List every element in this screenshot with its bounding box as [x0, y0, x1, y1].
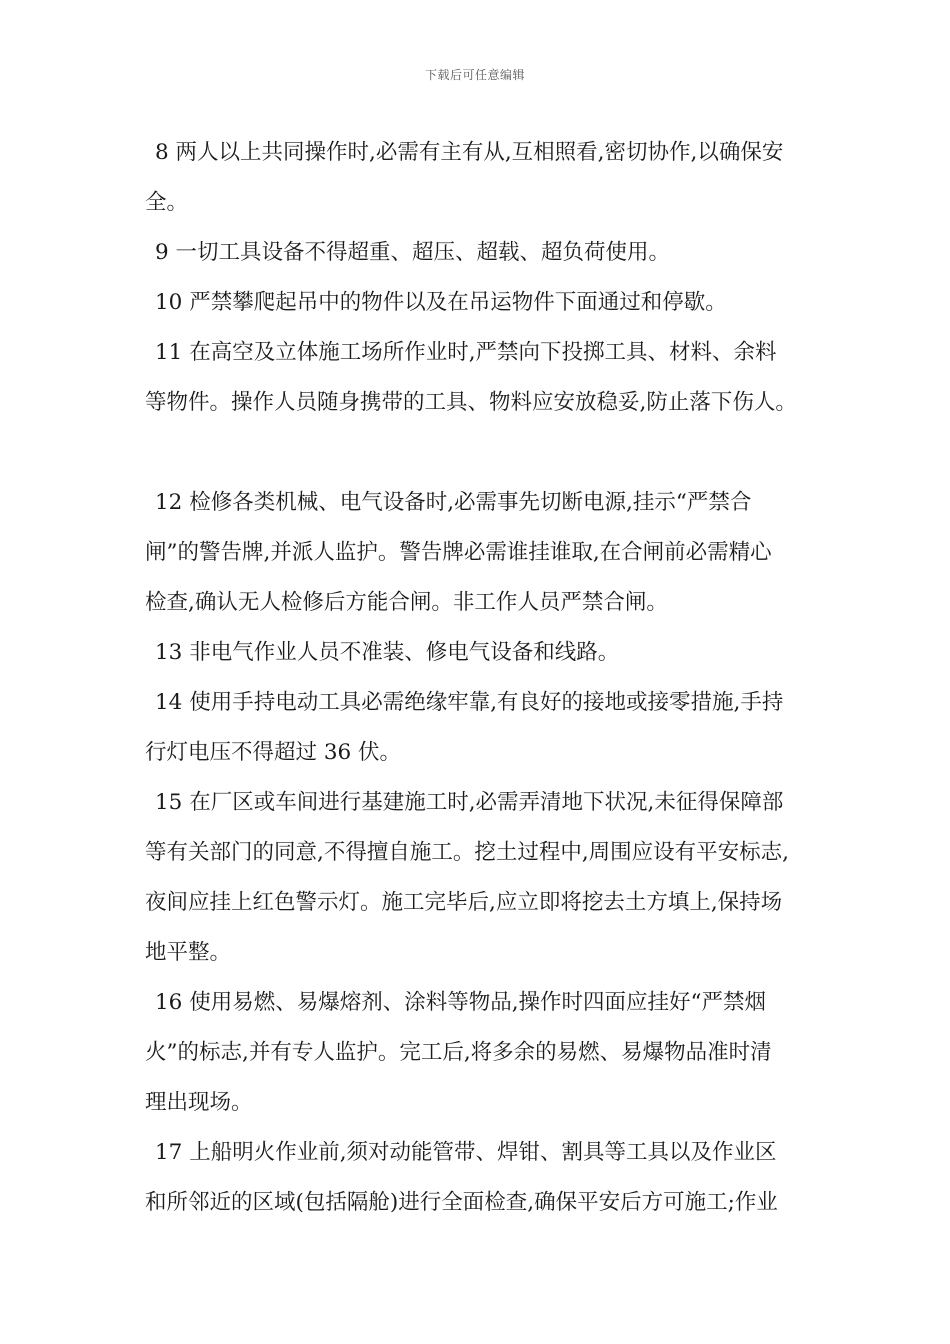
item-12-line-1: 12 检修各类机械、电气设备时,必需事先切断电源,挂示“严禁合 — [155, 490, 752, 515]
item-15-line-4: 地平整。 — [145, 940, 232, 965]
item-14-line-1: 14 使用手持电动工具必需绝缘牢靠,有良好的接地或接零措施,手持 — [155, 690, 784, 715]
item-10-line-1: 10 严禁攀爬起吊中的物件以及在吊运物件下面通过和停歇。 — [155, 290, 727, 315]
item-17-line-2: 和所邻近的区域(包括隔舱)进行全面检查,确保平安后方可施工;作业 — [145, 1190, 778, 1215]
item-15-line-3: 夜间应挂上红色警示灯。施工完毕后,应立即将挖去土方填上,保持场 — [145, 890, 783, 915]
item-14-line-2: 行灯电压不得超过 36 伏。 — [145, 740, 402, 765]
item-11-line-2: 等物件。操作人员随身携带的工具、物料应安放稳妥,防止落下伤人。 — [145, 390, 797, 415]
item-13-line-1: 13 非电气作业人员不准装、修电气设备和线路。 — [155, 640, 620, 665]
item-15-line-2: 等有关部门的同意,不得擅自施工。挖土过程中,周围应设有平安标志, — [145, 840, 790, 865]
item-16-line-2: 火”的标志,并有专人监护。完工后,将多余的易燃、易爆物品准时清 — [145, 1040, 772, 1065]
page-header: 下载后可任意编辑 — [424, 68, 525, 82]
item-17-line-1: 17 上船明火作业前,须对动能管带、焊钳、割具等工具以及作业区 — [155, 1140, 777, 1165]
item-16-line-3: 理出现场。 — [145, 1090, 253, 1115]
document-body — [145, 128, 825, 1228]
item-8-line-2: 全。 — [145, 190, 189, 215]
paragraph-spacer — [145, 428, 825, 478]
item-15-line-1: 15 在厂区或车间进行基建施工时,必需弄清地下状况,未征得保障部 — [155, 790, 784, 815]
item-9-line-1: 9 一切工具设备不得超重、超压、超载、超负荷使用。 — [155, 240, 671, 265]
item-11-line-1: 11 在高空及立体施工场所作业时,严禁向下投掷工具、材料、余料 — [155, 340, 777, 365]
item-12-line-2: 闸”的警告牌,并派人监护。警告牌必需谁挂谁取,在合闸前必需精心 — [145, 540, 772, 565]
item-12-line-3: 检查,确认无人检修后方能合闸。非工作人员严禁合闸。 — [145, 590, 668, 615]
item-8-line-1: 8 两人以上共同操作时,必需有主有从,互相照看,密切协作,以确保安 — [155, 140, 784, 165]
item-16-line-1: 16 使用易燃、易爆熔剂、涂料等物品,操作时四面应挂好“严禁烟 — [155, 990, 767, 1015]
